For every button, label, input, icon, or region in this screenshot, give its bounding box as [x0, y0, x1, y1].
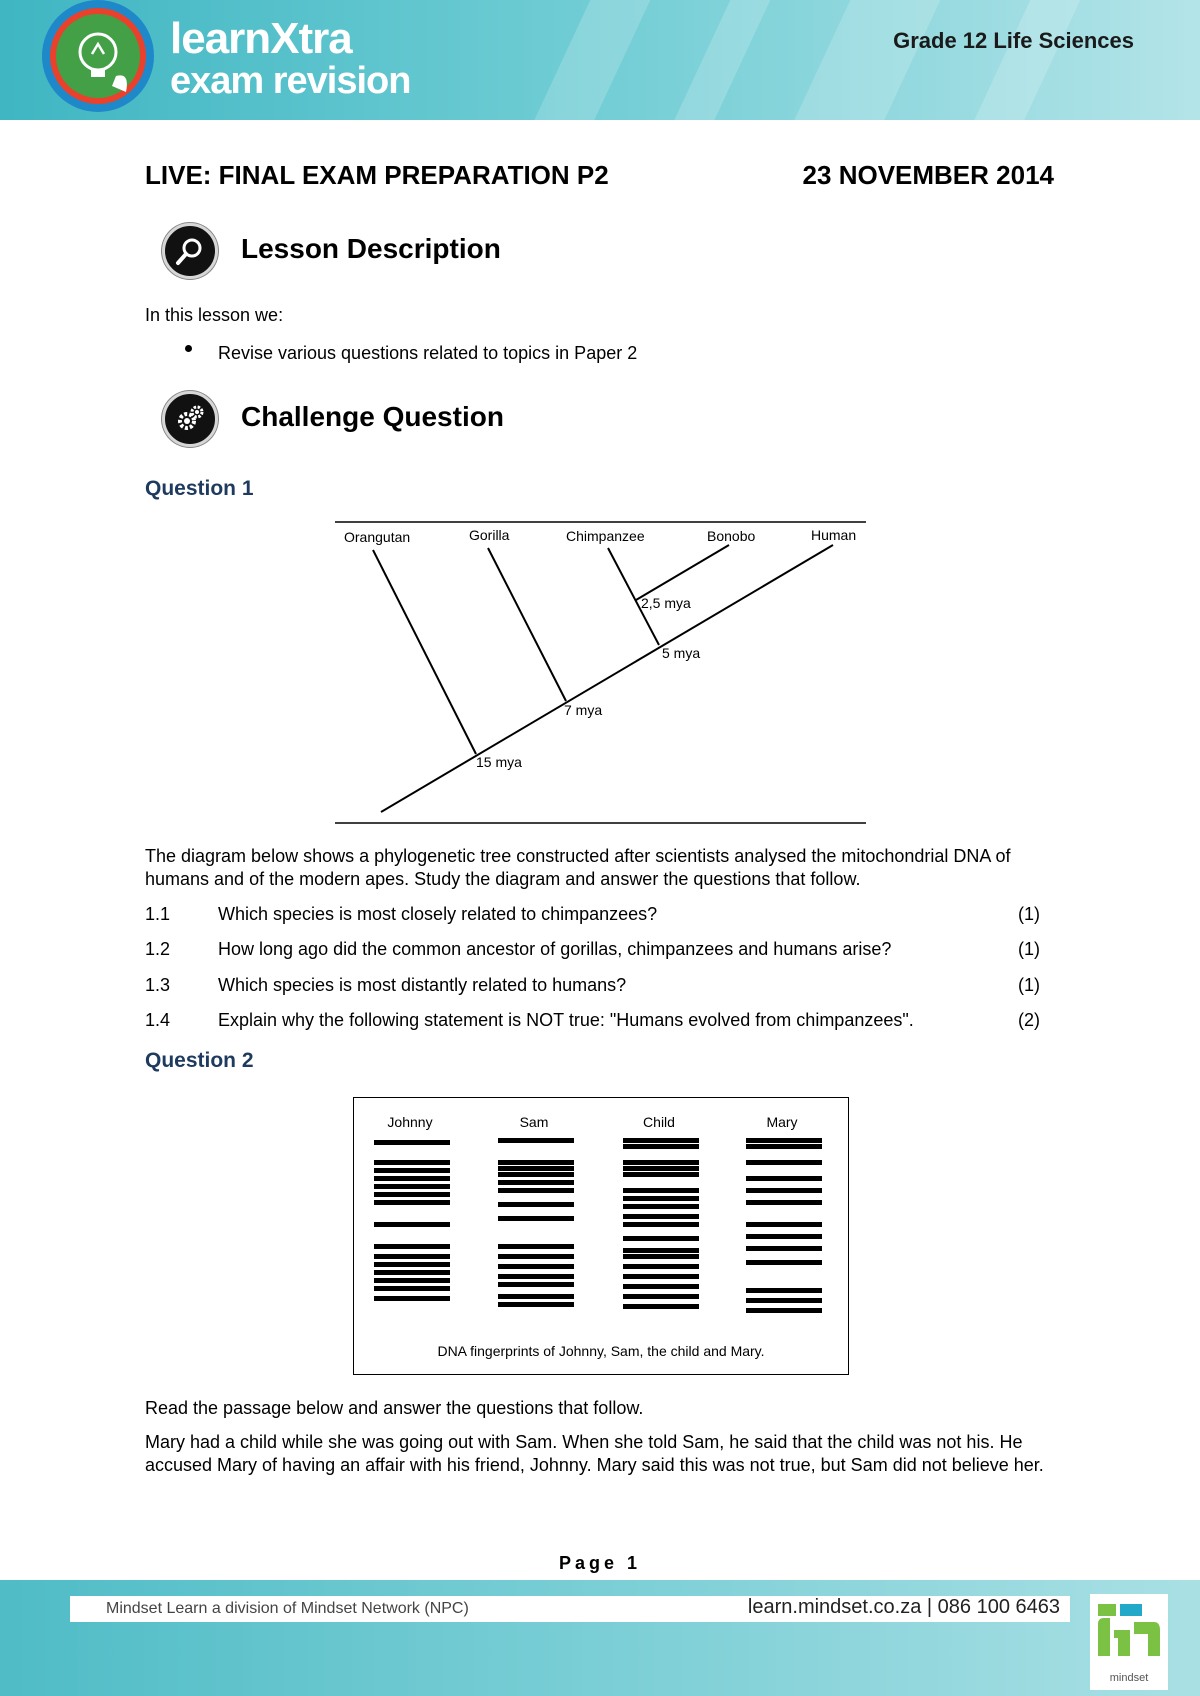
question-text: How long ago did the common ancestor of gorillas, chimpanzees and humans arise?: [218, 939, 892, 959]
dna-band: [498, 1264, 574, 1269]
dna-band: [374, 1176, 450, 1181]
dna-band: [746, 1160, 822, 1165]
dna-band: [374, 1286, 450, 1291]
question-1-intro: The diagram below shows a phylogenetic tree constructed after scientists analysed the mitochondrial DNA of humans and of the modern apes. Study the diagram and answer the questions that follow.: [145, 846, 1011, 889]
bullet-item: Revise various questions related to topics in Paper 2: [218, 343, 638, 363]
dna-band: [623, 1160, 699, 1165]
dna-band: [623, 1284, 699, 1289]
dna-band: [498, 1138, 574, 1143]
node-label: 15 mya: [476, 754, 522, 770]
page-number: Page 1: [558, 1553, 642, 1573]
dna-band: [746, 1288, 822, 1293]
dna-band: [623, 1274, 699, 1279]
dna-band: [498, 1160, 574, 1165]
brand-name: learnXtra: [170, 14, 352, 63]
question-1-heading: Question 1: [145, 477, 254, 500]
dna-band: [498, 1254, 574, 1259]
species-label: Human: [811, 527, 857, 543]
lesson-intro: In this lesson we:: [145, 305, 284, 325]
footer-organisation: Mindset Learn a division of Mindset Network (NPC): [106, 1600, 469, 1617]
node-label: 2,5 mya: [641, 595, 691, 611]
dna-band: [374, 1184, 450, 1189]
dna-band: [374, 1200, 450, 1205]
dna-band: [623, 1172, 699, 1177]
question-marks: (1): [1018, 939, 1040, 959]
dna-band: [623, 1236, 699, 1241]
dna-band: [498, 1274, 574, 1279]
dna-band: [498, 1172, 574, 1177]
logo: [42, 0, 154, 112]
dna-band: [746, 1260, 822, 1265]
question-marks: (1): [1018, 975, 1040, 995]
dna-band: [746, 1188, 822, 1193]
lane-label: Sam: [519, 1114, 549, 1130]
dna-band: [498, 1180, 574, 1185]
dna-band: [374, 1244, 450, 1249]
dna-band: [374, 1222, 450, 1227]
dna-band: [374, 1296, 450, 1301]
lesson-date: 23 NOVEMBER 2014: [802, 160, 1054, 190]
dna-band: [374, 1140, 450, 1145]
dna-band: [374, 1254, 450, 1259]
dna-band: [498, 1188, 574, 1193]
footer-banner: [0, 1580, 1200, 1696]
dna-band: [746, 1138, 822, 1143]
question-text: Which species is most closely related to chimpanzees?: [218, 904, 658, 924]
dna-band: [498, 1216, 574, 1221]
dna-band: [746, 1246, 822, 1251]
question-marks: (1): [1018, 904, 1040, 924]
dna-band: [374, 1168, 450, 1173]
lesson-title: LIVE: FINAL EXAM PREPARATION P2: [145, 160, 609, 190]
footer-contact[interactable]: learn.mindset.co.za | 086 100 6463: [747, 1596, 1060, 1618]
dna-band: [623, 1144, 699, 1149]
species-label: Orangutan: [344, 529, 411, 545]
dna-band: [498, 1302, 574, 1307]
node-label: 5 mya: [662, 645, 701, 661]
species-label: Bonobo: [707, 528, 756, 544]
mindset-logo-label: mindset: [1109, 1672, 1149, 1684]
grade-title: Grade 12 Life Sciences: [893, 28, 1134, 53]
dna-band: [746, 1176, 822, 1181]
dna-band: [498, 1244, 574, 1249]
gears-icon: [162, 391, 218, 447]
dna-band: [746, 1222, 822, 1227]
dna-band: [498, 1294, 574, 1299]
dna-band: [623, 1222, 699, 1227]
question-number: 1.3: [145, 975, 171, 995]
lane-label: Mary: [766, 1114, 798, 1130]
question-number: 1.4: [145, 1010, 171, 1030]
phylogenetic-tree: [333, 518, 868, 827]
question-text: Explain why the following statement is NOT true: "Humans evolved from chimpanzees".: [218, 1010, 914, 1030]
mindset-logo: [1090, 1594, 1168, 1690]
dna-band: [623, 1304, 699, 1309]
question-marks: (2): [1018, 1010, 1040, 1030]
question-2-passage: Mary had a child while she was going out with Sam. When she told Sam, he said that the child was not his. He accused Mary of having an affair with his friend, Johnny. Mary said this was not true, but Sam did not believe her.: [145, 1432, 1044, 1475]
dna-band: [623, 1204, 699, 1209]
dna-band: [374, 1192, 450, 1197]
dna-band: [623, 1248, 699, 1253]
dna-band: [746, 1298, 822, 1303]
question-2-heading: Question 2: [145, 1049, 254, 1072]
question-number: 1.1: [145, 904, 171, 924]
dna-band: [498, 1202, 574, 1207]
bullet-icon: [185, 345, 192, 352]
lesson-description-heading: Lesson Description: [241, 233, 501, 264]
dna-band: [746, 1234, 822, 1239]
dna-band: [623, 1254, 699, 1259]
dna-band: [623, 1264, 699, 1269]
dna-band: [374, 1262, 450, 1267]
dna-band: [623, 1138, 699, 1143]
dna-band: [746, 1144, 822, 1149]
question-number: 1.2: [145, 939, 171, 959]
dna-band: [746, 1200, 822, 1205]
dna-band: [374, 1160, 450, 1165]
dna-band: [623, 1196, 699, 1201]
dna-band: [623, 1214, 699, 1219]
node-label: 7 mya: [564, 702, 603, 718]
challenge-question-heading: Challenge Question: [241, 401, 504, 432]
lane-label: Johnny: [387, 1114, 433, 1130]
brand-subtitle: exam revision: [170, 60, 411, 102]
mindset-logo-icon: [1090, 1594, 1168, 1670]
species-label: Chimpanzee: [566, 528, 645, 544]
dna-band: [623, 1294, 699, 1299]
dna-band: [498, 1166, 574, 1171]
dna-band: [623, 1166, 699, 1171]
species-label: Gorilla: [469, 527, 510, 543]
question-2-intro: Read the passage below and answer the questions that follow.: [145, 1398, 644, 1418]
dna-band: [374, 1270, 450, 1275]
dna-band: [498, 1282, 574, 1287]
header-banner: [0, 0, 1200, 120]
dna-band: [746, 1308, 822, 1313]
dna-band: [623, 1188, 699, 1193]
dna-band: [374, 1278, 450, 1283]
lane-label: Child: [643, 1114, 675, 1130]
lightbulb-icon: [56, 14, 140, 98]
figure-caption: DNA fingerprints of Johnny, Sam, the child and Mary.: [437, 1343, 765, 1359]
dna-fingerprint-figure: [353, 1097, 849, 1375]
question-text: Which species is most distantly related to humans?: [218, 975, 627, 995]
magnifier-icon: [162, 223, 218, 279]
